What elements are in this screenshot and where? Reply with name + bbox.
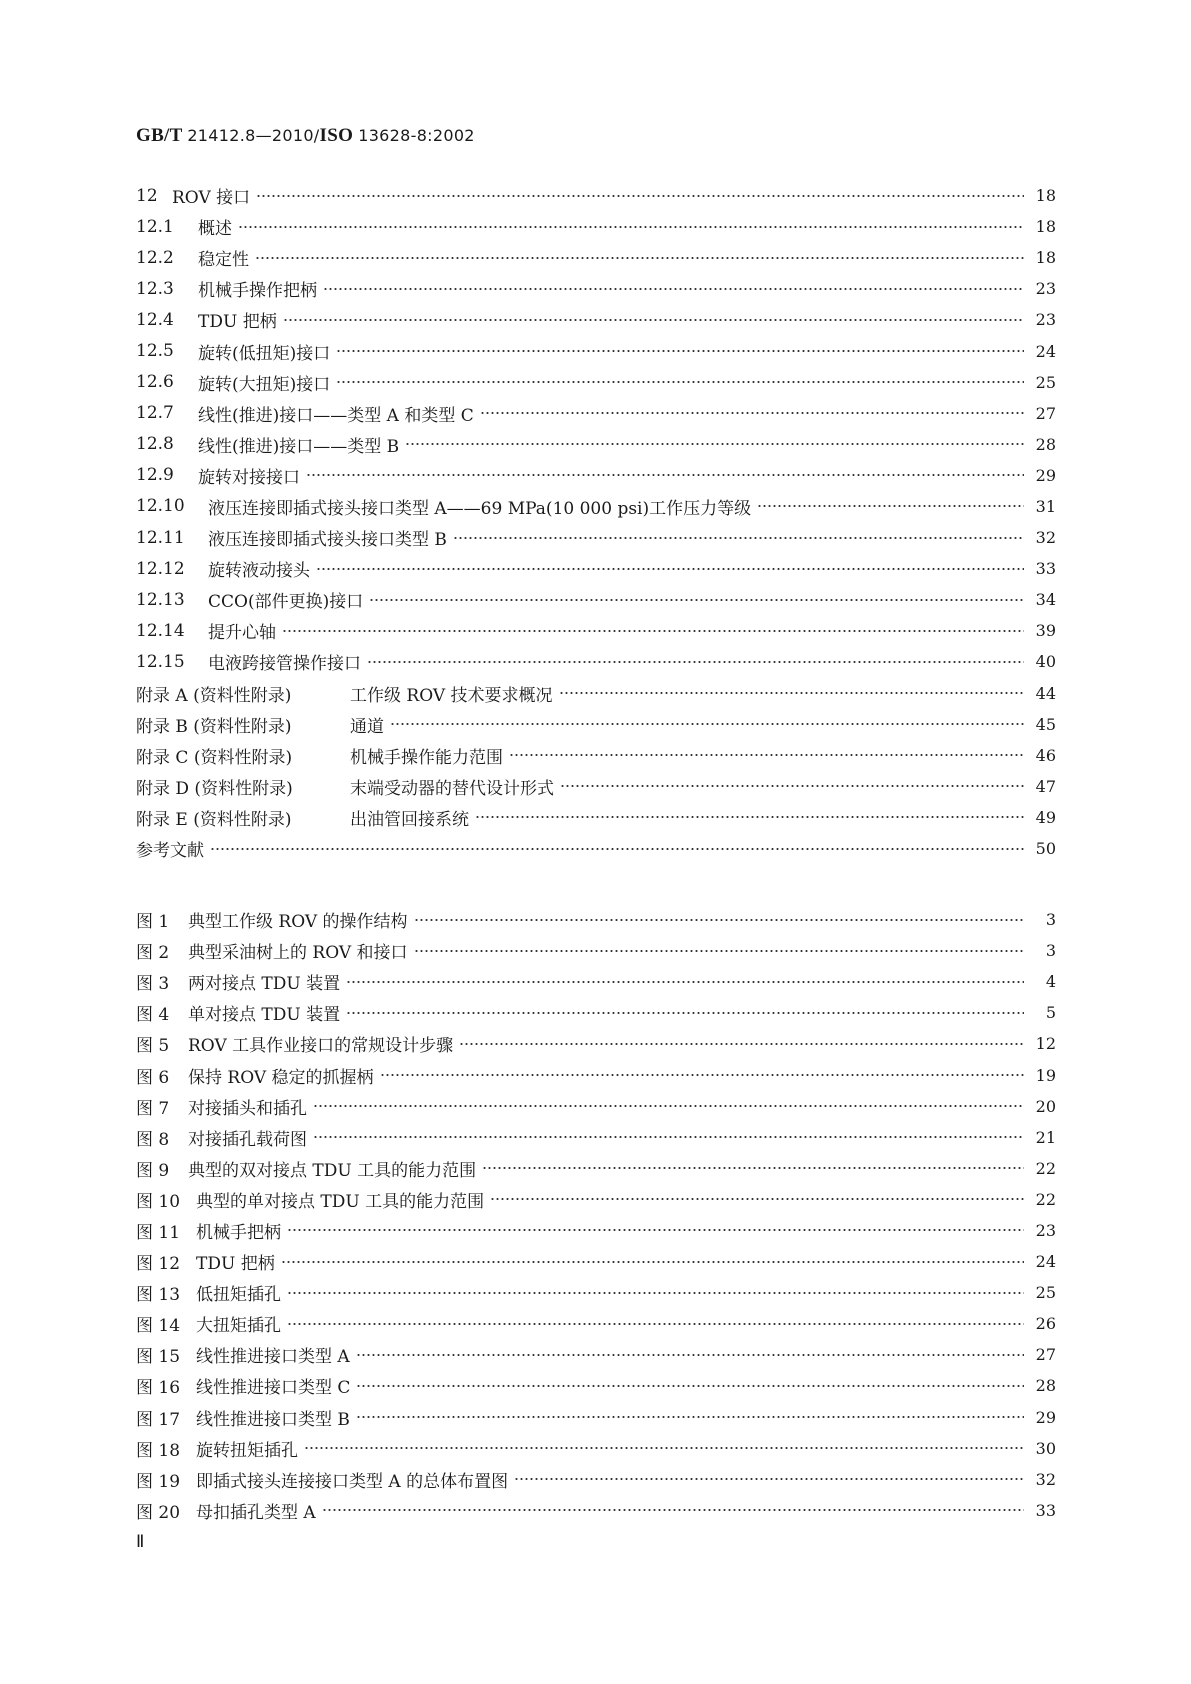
entry-number: 12.15 (136, 651, 185, 672)
dot-leader (459, 1040, 1024, 1048)
entry-number: 12.6 (136, 372, 174, 393)
entry-title: 通道 (350, 716, 384, 737)
toc-figures (136, 904, 1056, 1526)
entry-title: 电液跨接管操作接口 (208, 654, 361, 675)
figure-number: 图 5 (136, 1036, 170, 1057)
toc-figure-6[interactable] (136, 1059, 1056, 1090)
entry-title: 概述 (198, 219, 232, 240)
dot-leader (323, 285, 1024, 293)
entry-number: 12.3 (136, 278, 174, 299)
entry-title: 末端受动器的替代设计形式 (350, 778, 554, 799)
figure-number: 图 4 (136, 1005, 170, 1026)
figure-title: 即插式接头连接接口类型 A 的总体布置图 (196, 1471, 509, 1492)
entry-title: 液压连接即插式接头接口类型 A——69 MPa(10 000 psi)工作压力等级 (208, 498, 752, 519)
dot-leader (282, 627, 1024, 635)
toc-entry-12-6[interactable] (136, 367, 1056, 398)
toc-figure-18[interactable] (136, 1433, 1056, 1464)
entry-page: 25 (1035, 372, 1056, 392)
figure-title: 母扣插孔类型 A (196, 1502, 316, 1523)
entry-number: 附录 D (资料性附录) (136, 778, 293, 799)
page-number: Ⅱ (136, 1532, 145, 1551)
entry-title: 机械手操作把柄 (198, 281, 317, 302)
toc-entry-appendix-b[interactable] (136, 709, 1056, 740)
iso-label: ISO (319, 125, 354, 146)
figure-title: ROV 工具作业接口的常规设计步骤 (188, 1036, 454, 1057)
figure-title: 典型的双对接点 TDU 工具的能力范围 (188, 1160, 477, 1181)
toc-entry-12-12[interactable] (136, 553, 1056, 584)
toc-figure-2[interactable] (136, 935, 1056, 966)
entry-number: 12.4 (136, 309, 174, 330)
dot-leader (380, 1071, 1024, 1079)
dot-leader (304, 1444, 1024, 1452)
figure-page: 22 (1035, 1189, 1056, 1209)
figure-title: 机械手把柄 (196, 1222, 281, 1243)
figure-title: 典型的单对接点 TDU 工具的能力范围 (196, 1191, 485, 1212)
dot-leader (356, 1351, 1024, 1359)
figure-number: 图 17 (136, 1409, 181, 1430)
entry-title: 旋转(大扭矩)接口 (198, 374, 331, 395)
entry-page: 34 (1035, 590, 1056, 610)
dot-leader (287, 1226, 1024, 1234)
figure-number: 图 1 (136, 912, 170, 933)
dot-leader (514, 1475, 1024, 1483)
figure-number: 图 20 (136, 1502, 181, 1523)
figure-title: 低扭矩插孔 (196, 1285, 281, 1306)
entry-number: 12.11 (136, 527, 185, 548)
figure-number: 图 6 (136, 1067, 170, 1088)
figure-title: 单对接点 TDU 装置 (188, 1005, 341, 1026)
entry-number: 12 (136, 185, 158, 206)
dot-leader (369, 596, 1024, 604)
figure-number: 图 11 (136, 1222, 181, 1243)
dot-leader (255, 254, 1024, 262)
figure-page: 30 (1035, 1438, 1056, 1458)
entry-page: 40 (1035, 652, 1056, 672)
entry-title: CCO(部件更换)接口 (208, 592, 364, 613)
figure-title: 典型工作级 ROV 的操作结构 (188, 912, 408, 933)
dot-leader (414, 916, 1024, 924)
standard-code: 21412.8—2010/ (187, 126, 320, 145)
toc-figure-20[interactable] (136, 1495, 1056, 1526)
toc-entry-appendix-e[interactable] (136, 802, 1056, 833)
entry-page: 23 (1035, 279, 1056, 299)
entry-page: 28 (1035, 434, 1056, 454)
toc-entry-12-15[interactable] (136, 646, 1056, 677)
entry-page: 23 (1035, 310, 1056, 330)
dot-leader (316, 565, 1024, 573)
figure-number: 图 14 (136, 1316, 181, 1337)
toc-figure-5[interactable] (136, 1028, 1056, 1059)
toc-figure-15[interactable] (136, 1339, 1056, 1370)
entry-title: 提升心轴 (208, 623, 276, 644)
entry-page: 29 (1035, 465, 1056, 485)
figure-page: 27 (1035, 1345, 1056, 1365)
figure-page: 19 (1035, 1065, 1056, 1085)
toc-figure-1[interactable] (136, 904, 1056, 935)
toc-figure-7[interactable] (136, 1091, 1056, 1122)
figure-page: 3 (1045, 910, 1056, 930)
entry-number: 附录 C (资料性附录) (136, 747, 293, 768)
figure-page: 25 (1035, 1283, 1056, 1303)
entry-title: 参考文献 (136, 841, 204, 862)
standard-prefix: GB/T (136, 125, 183, 146)
entry-number: 12.1 (136, 216, 174, 237)
dot-leader (414, 947, 1024, 955)
entry-number: 12.9 (136, 465, 174, 486)
entry-title: 旋转液动接头 (208, 561, 310, 582)
figure-title: 线性推进接口类型 B (196, 1409, 350, 1430)
figure-page: 32 (1035, 1469, 1056, 1489)
entry-title: 线性(推进)接口——类型 A 和类型 C (198, 405, 474, 426)
figure-title: 对接插头和插孔 (188, 1098, 307, 1119)
dot-leader (453, 534, 1024, 542)
figure-number: 图 9 (136, 1160, 170, 1181)
figure-page: 20 (1035, 1096, 1056, 1116)
entry-number: 12.2 (136, 247, 174, 268)
figure-title: 大扭矩插孔 (196, 1316, 281, 1337)
toc-figure-3[interactable] (136, 966, 1056, 997)
dot-leader (322, 1506, 1024, 1514)
entry-title: 出油管回接系统 (350, 809, 469, 830)
entry-title: 机械手操作能力范围 (350, 747, 503, 768)
entry-title: 液压连接即插式接头接口类型 B (208, 530, 447, 551)
dot-leader (390, 720, 1024, 728)
toc-figure-13[interactable] (136, 1277, 1056, 1308)
dot-leader (313, 1102, 1024, 1110)
dot-leader (509, 751, 1024, 759)
figure-title: TDU 把柄 (196, 1254, 275, 1275)
dot-leader (490, 1195, 1024, 1203)
dot-leader (480, 409, 1024, 417)
toc-entry-12-1[interactable] (136, 211, 1056, 242)
toc-figure-14[interactable] (136, 1308, 1056, 1339)
entry-page: 24 (1035, 341, 1056, 361)
dot-leader (346, 978, 1024, 986)
figure-page: 26 (1035, 1314, 1056, 1334)
entry-page: 39 (1035, 621, 1056, 641)
entry-number: 12.7 (136, 403, 174, 424)
entry-page: 33 (1035, 559, 1056, 579)
toc-figure-4[interactable] (136, 997, 1056, 1028)
toc-figure-17[interactable] (136, 1402, 1056, 1433)
entry-title: 线性(推进)接口——类型 B (198, 436, 400, 457)
dot-leader (281, 1258, 1024, 1266)
entry-page: 31 (1035, 496, 1056, 516)
figure-page: 12 (1035, 1034, 1056, 1054)
entry-title: 旋转对接接口 (198, 467, 300, 488)
figure-number: 图 19 (136, 1471, 181, 1492)
entry-number: 12.12 (136, 558, 185, 579)
dot-leader (256, 192, 1024, 200)
dot-leader (560, 782, 1024, 790)
figure-page: 4 (1045, 972, 1056, 992)
figure-title: 对接插孔载荷图 (188, 1129, 307, 1150)
dot-leader (356, 1413, 1024, 1421)
entry-number: 附录 A (资料性附录) (136, 685, 292, 706)
toc-entry-12-11[interactable] (136, 522, 1056, 553)
figure-number: 图 13 (136, 1285, 181, 1306)
figure-number: 图 16 (136, 1378, 181, 1399)
entry-page: 44 (1035, 683, 1056, 703)
dot-leader (210, 845, 1024, 853)
toc-figure-10[interactable] (136, 1184, 1056, 1215)
toc-figure-12[interactable] (136, 1246, 1056, 1277)
toc-entry-appendix-a[interactable] (136, 678, 1056, 709)
toc-entry-12-2[interactable] (136, 242, 1056, 273)
entry-number: 12.5 (136, 341, 174, 362)
dot-leader (336, 378, 1024, 386)
toc-entry-12-3[interactable] (136, 273, 1056, 304)
figure-page: 5 (1045, 1003, 1056, 1023)
entry-number: 12.8 (136, 434, 174, 455)
toc-figure-11[interactable] (136, 1215, 1056, 1246)
dot-leader (283, 316, 1024, 324)
dot-leader (346, 1009, 1024, 1017)
toc-figure-8[interactable] (136, 1122, 1056, 1153)
toc-entry-references[interactable] (136, 833, 1056, 864)
dot-leader (405, 440, 1024, 448)
toc-entry-12[interactable] (136, 180, 1056, 211)
entry-page: 18 (1035, 248, 1056, 268)
entry-page: 32 (1035, 528, 1056, 548)
standard-number-header (136, 125, 475, 147)
entry-title: ROV 接口 (172, 188, 251, 209)
figure-title: 两对接点 TDU 装置 (188, 974, 341, 995)
figure-number: 图 18 (136, 1440, 181, 1461)
entry-page: 45 (1035, 714, 1056, 734)
dot-leader (367, 658, 1024, 666)
figure-number: 图 7 (136, 1098, 170, 1119)
dot-leader (559, 689, 1024, 697)
dot-leader (356, 1382, 1024, 1390)
dot-leader (336, 347, 1024, 355)
figure-title: 线性推进接口类型 C (196, 1378, 351, 1399)
toc-entry-appendix-c[interactable] (136, 740, 1056, 771)
toc-figure-16[interactable] (136, 1370, 1056, 1401)
dot-leader (306, 471, 1024, 479)
iso-code: 13628-8:2002 (358, 126, 475, 145)
entry-number: 附录 E (资料性附录) (136, 809, 292, 830)
figure-title: 旋转扭矩插孔 (196, 1440, 298, 1461)
figure-number: 图 12 (136, 1254, 181, 1275)
figure-number: 图 8 (136, 1129, 170, 1150)
figure-page: 23 (1035, 1220, 1056, 1240)
figure-title: 线性推进接口类型 A (196, 1347, 350, 1368)
figure-number: 图 15 (136, 1347, 181, 1368)
dot-leader (238, 223, 1024, 231)
toc-figure-19[interactable] (136, 1464, 1056, 1495)
dot-leader (482, 1164, 1024, 1172)
figure-page: 24 (1035, 1252, 1056, 1272)
toc-entry-12-14[interactable] (136, 615, 1056, 646)
figure-title: 典型采油树上的 ROV 和接口 (188, 943, 408, 964)
entry-page: 18 (1035, 217, 1056, 237)
entry-page: 47 (1035, 776, 1056, 796)
figure-page: 22 (1035, 1158, 1056, 1178)
figure-page: 28 (1035, 1376, 1056, 1396)
figure-page: 21 (1035, 1127, 1056, 1147)
entry-page: 18 (1035, 186, 1056, 206)
entry-page: 27 (1035, 403, 1056, 423)
entry-page: 49 (1035, 807, 1056, 827)
toc-entry-12-5[interactable] (136, 335, 1056, 366)
toc-entry-12-13[interactable] (136, 584, 1056, 615)
entry-number: 12.10 (136, 496, 185, 517)
dot-leader (313, 1133, 1024, 1141)
toc-sections (136, 180, 1056, 864)
entry-page: 50 (1035, 839, 1056, 859)
entry-title: 旋转(低扭矩)接口 (198, 343, 331, 364)
toc-entry-appendix-d[interactable] (136, 771, 1056, 802)
figure-page: 3 (1045, 941, 1056, 961)
figure-number: 图 3 (136, 974, 170, 995)
figure-page: 29 (1035, 1407, 1056, 1427)
toc-entry-12-7[interactable] (136, 398, 1056, 429)
figure-page: 33 (1035, 1500, 1056, 1520)
dot-leader (757, 502, 1024, 510)
figure-number: 图 2 (136, 943, 170, 964)
dot-leader (475, 813, 1024, 821)
dot-leader (287, 1289, 1024, 1297)
toc-entry-12-4[interactable] (136, 304, 1056, 335)
entry-title: 稳定性 (198, 250, 249, 271)
entry-title: 工作级 ROV 技术要求概况 (350, 685, 553, 706)
entry-number: 附录 B (资料性附录) (136, 716, 292, 737)
entry-number: 12.13 (136, 589, 185, 610)
entry-number: 12.14 (136, 620, 185, 641)
entry-title: TDU 把柄 (198, 312, 277, 333)
toc-entry-12-8[interactable] (136, 429, 1056, 460)
toc-figure-9[interactable] (136, 1153, 1056, 1184)
entry-page: 46 (1035, 745, 1056, 765)
figure-title: 保持 ROV 稳定的抓握柄 (188, 1067, 374, 1088)
toc-entry-12-10[interactable] (136, 491, 1056, 522)
dot-leader (287, 1320, 1024, 1328)
figure-number: 图 10 (136, 1191, 181, 1212)
toc-entry-12-9[interactable] (136, 460, 1056, 491)
